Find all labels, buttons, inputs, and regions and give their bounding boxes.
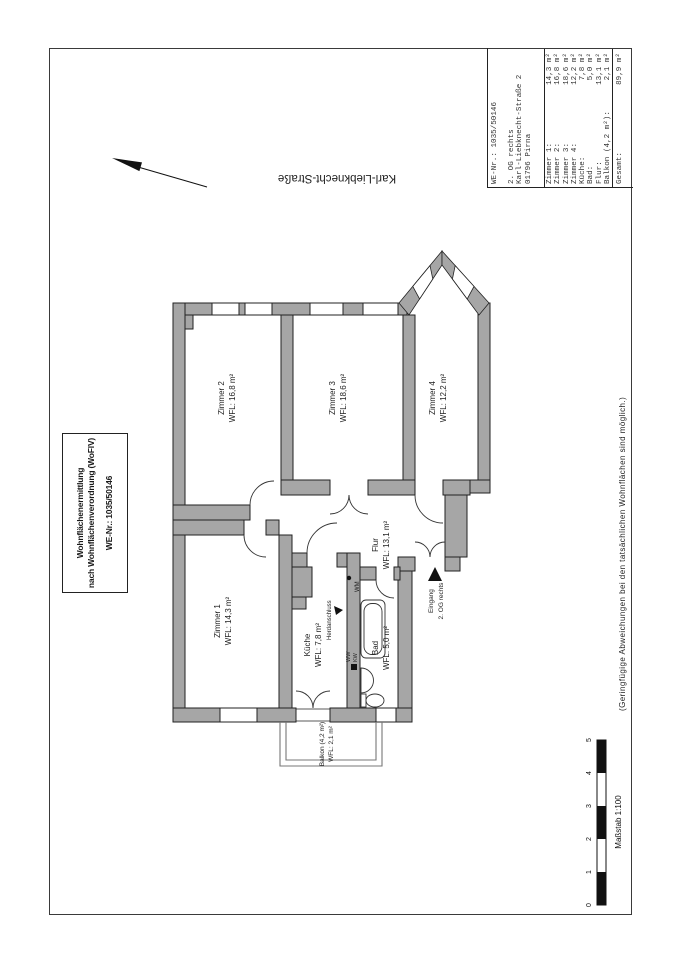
room-area-zimmer1: WFL: 14,3 m² <box>224 596 233 646</box>
herd-label: Herdanschluss <box>327 600 333 640</box>
entrance-arrow-icon <box>428 567 442 581</box>
scale-tick: 3 <box>586 804 593 808</box>
table-row: Zimmer 2: 16,8 m² <box>554 53 563 184</box>
wm-connection-dot <box>347 576 351 580</box>
bay-windows <box>413 266 474 299</box>
toilet <box>361 694 384 707</box>
balcony-label: Balkon (4,2 m²) <box>319 721 326 767</box>
ww-kw-symbol <box>351 664 357 670</box>
info-box <box>488 49 633 188</box>
scale-tick: 4 <box>586 771 593 775</box>
wm-label: WM <box>355 581 361 592</box>
room-label-zimmer2: Zimmer 2 <box>217 381 226 415</box>
info-floor: 2. OG rechts <box>507 129 516 184</box>
room-area-zimmer2: WFL: 16,8 m² <box>228 373 237 423</box>
room-area-kueche: WFL: 7,8 m² <box>314 622 323 668</box>
entrance-label-2: 2. OG rechts <box>438 582 445 620</box>
table-row: Zimmer 1: 14,3 m² <box>546 53 554 184</box>
room-area-zimmer4: WFL: 12,2 m² <box>439 373 448 423</box>
room-area-zimmer3: WFL: 18,6 m² <box>339 373 348 423</box>
scale-tick: 0 <box>586 903 593 907</box>
room-area-bad: WFL: 5,0 m² <box>382 625 391 671</box>
kw-label: KW <box>353 653 359 662</box>
room-label-flur: Flur <box>371 538 380 552</box>
scale-label: Maßstab 1:100 <box>614 795 623 849</box>
table-row: Flur: 13,1 m² <box>595 53 604 184</box>
table-row: Bad: 5,0 m² <box>587 53 596 184</box>
washbasin <box>361 668 374 693</box>
room-label-zimmer1: Zimmer 1 <box>213 604 222 638</box>
scale-tick: 5 <box>586 738 593 742</box>
title-line-1: Wohnflächenermittlung <box>75 467 86 559</box>
info-street: Karl-Liebknecht-Straße 2 <box>516 74 525 184</box>
scale-tick: 2 <box>586 837 593 841</box>
table-row: Küche: 7,8 m² <box>579 53 588 184</box>
north-arrow-icon <box>112 158 207 187</box>
room-label-bad: Bad <box>371 640 380 656</box>
table-total-row: Gesamt: 89,9 m² <box>616 53 624 184</box>
table-row: Zimmer 3: 18,6 m² <box>562 53 571 184</box>
balcony-door-threshold <box>296 709 330 721</box>
table-row: Balkon (4,2 m²): 2,1 m² <box>604 53 613 184</box>
table-row: Zimmer 4: 12,2 m² <box>570 53 579 184</box>
balcony-area: WFL: 2,1 m² <box>328 726 335 762</box>
info-city: 01796 Pirna <box>524 133 533 184</box>
room-label-zimmer4: Zimmer 4 <box>428 381 437 415</box>
herd-connection-icon <box>334 606 343 615</box>
room-label-zimmer3: Zimmer 3 <box>328 381 337 415</box>
info-we-nr: WE-Nr.: 1035/50146 <box>491 101 499 184</box>
ww-label: WW <box>346 651 352 662</box>
bay-window-walls <box>399 251 489 315</box>
walls <box>173 303 490 722</box>
room-area-table <box>544 49 612 188</box>
street-label: Karl-Liebknecht-Straße <box>277 172 397 184</box>
scale-bar <box>586 738 623 907</box>
door-arcs <box>244 481 445 708</box>
room-label-kueche: Küche <box>303 633 312 657</box>
room-area-flur: WFL: 13,1 m² <box>382 520 391 570</box>
title-line-2: nach Wohnflächenverordnung (WoFlV) <box>85 437 96 589</box>
scale-tick: 1 <box>586 870 593 874</box>
title-we-nr: WE-Nr.: 1035/50146 <box>104 475 115 551</box>
disclaimer: (Geringfügige Abweichungen bei den tatsächlichen Wohnflächen sind möglich.) <box>618 396 627 711</box>
entrance-label-1: Eingang <box>428 589 435 613</box>
title-block <box>63 434 127 592</box>
